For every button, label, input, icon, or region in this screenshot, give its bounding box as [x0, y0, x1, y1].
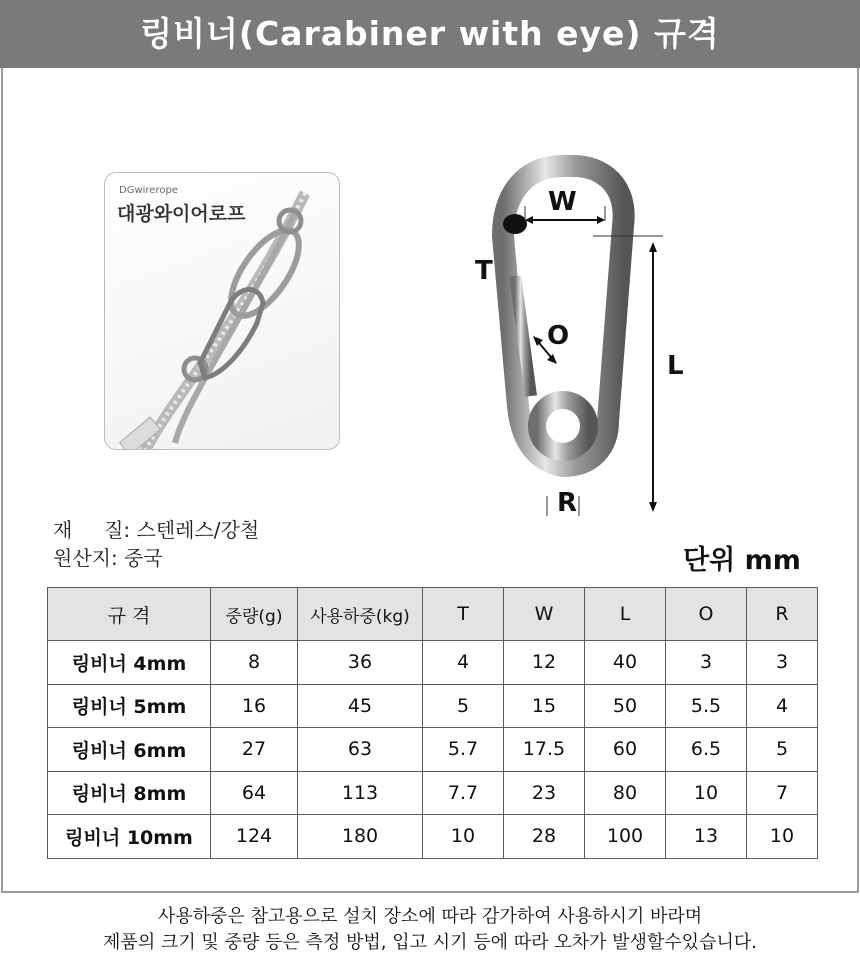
cell-r: 3 [747, 641, 818, 685]
cell-t: 10 [423, 815, 504, 859]
cell-load: 36 [298, 641, 423, 685]
dimension-label-o: O [547, 321, 570, 351]
carabiner-dimension-svg [463, 116, 723, 516]
table-row [48, 728, 818, 772]
cell-r: 10 [747, 815, 818, 859]
spec-table [47, 587, 818, 859]
dimension-label-w: W [548, 187, 577, 217]
table-row [48, 641, 818, 685]
header-l: L [585, 588, 666, 641]
header-load: 사용하중(kg) [298, 588, 423, 641]
cell-weight: 124 [211, 815, 298, 859]
cell-o: 3 [666, 641, 747, 685]
cell-l: 40 [585, 641, 666, 685]
notes [0, 904, 860, 956]
cell-load: 113 [298, 771, 423, 815]
cell-o: 13 [666, 815, 747, 859]
cell-w: 28 [504, 815, 585, 859]
dimension-label-t: T [475, 256, 493, 286]
cell-spec: 링비너 6mm [48, 728, 211, 772]
cell-w: 15 [504, 684, 585, 728]
cell-t: 4 [423, 641, 504, 685]
header-weight: 중량(g) [211, 588, 298, 641]
dimension-diagram [463, 116, 723, 516]
dimension-label-r: R [557, 488, 578, 516]
cell-w: 23 [504, 771, 585, 815]
material-info [53, 516, 259, 572]
cell-t: 7.7 [423, 771, 504, 815]
material-row [53, 516, 259, 544]
header-o: O [666, 588, 747, 641]
note-line-2: 제품의 크기 및 중량 등은 측정 방법, 입고 시기 등에 따라 오차가 발생할수있습니다. [103, 932, 757, 953]
cell-l: 60 [585, 728, 666, 772]
cell-o: 10 [666, 771, 747, 815]
table-header-row [48, 588, 818, 641]
unit-label: 단위 mm [683, 545, 801, 576]
cell-l: 80 [585, 771, 666, 815]
cell-r: 5 [747, 728, 818, 772]
cell-t: 5 [423, 684, 504, 728]
cell-weight: 8 [211, 641, 298, 685]
spec-panel [1, 68, 859, 893]
material-label: 재 질: [53, 518, 137, 542]
cell-spec: 링비너 8mm [48, 771, 211, 815]
cell-weight: 27 [211, 728, 298, 772]
cell-spec: 링비너 10mm [48, 815, 211, 859]
header-t: T [423, 588, 504, 641]
table-row [48, 771, 818, 815]
cell-w: 17.5 [504, 728, 585, 772]
header-r: R [747, 588, 818, 641]
cell-r: 4 [747, 684, 818, 728]
cell-t: 5.7 [423, 728, 504, 772]
header-spec: 규 격 [48, 588, 211, 641]
cell-spec: 링비너 5mm [48, 684, 211, 728]
dimension-label-l: L [667, 351, 684, 381]
origin-value: 중국 [124, 546, 163, 570]
cell-w: 12 [504, 641, 585, 685]
cell-l: 50 [585, 684, 666, 728]
material-value: 스텐레스/강철 [136, 518, 260, 542]
product-photo [104, 172, 340, 450]
cell-o: 6.5 [666, 728, 747, 772]
brand-english: DGwirerope [119, 185, 178, 196]
header-w: W [504, 588, 585, 641]
note-line-1: 사용하중은 참고용으로 설치 장소에 따라 감가하여 사용하시기 바라며 [157, 906, 703, 927]
cell-l: 100 [585, 815, 666, 859]
table-row [48, 815, 818, 859]
cell-load: 63 [298, 728, 423, 772]
brand-korean: 대광와이어로프 [117, 203, 246, 225]
origin-label: 원산지: [53, 546, 125, 570]
cell-o: 5.5 [666, 684, 747, 728]
cell-spec: 링비너 4mm [48, 641, 211, 685]
cell-weight: 16 [211, 684, 298, 728]
table-row [48, 684, 818, 728]
cell-load: 180 [298, 815, 423, 859]
cell-weight: 64 [211, 771, 298, 815]
cell-load: 45 [298, 684, 423, 728]
page-title: 링비너(Carabiner with eye) 규격 [0, 0, 860, 68]
origin-row [53, 544, 259, 572]
cell-r: 7 [747, 771, 818, 815]
